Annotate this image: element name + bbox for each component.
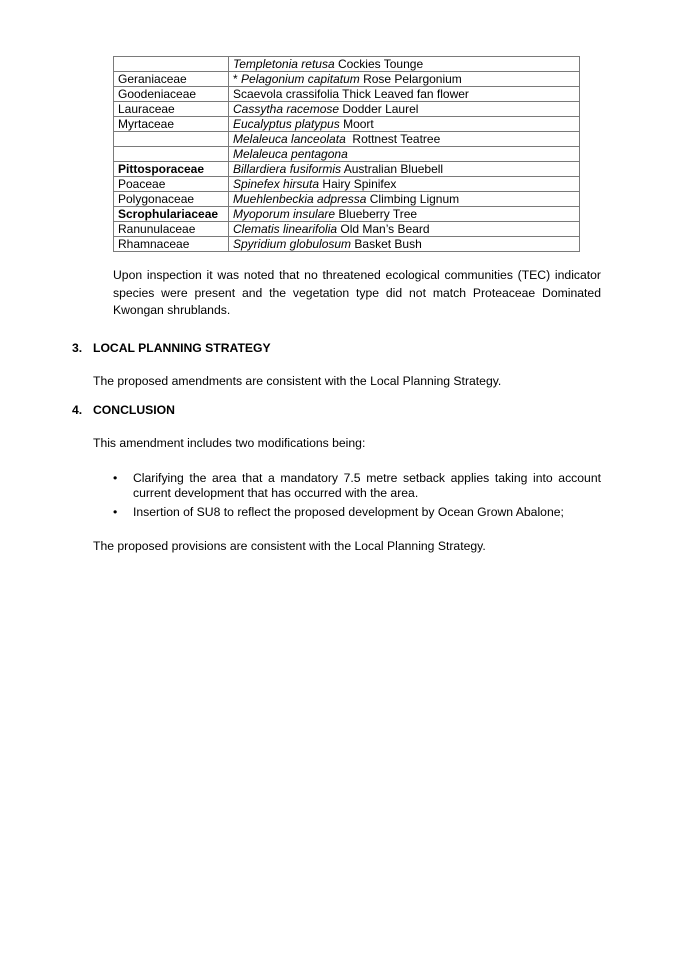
scientific-name: Melaleuca pentagona	[233, 147, 348, 161]
species-cell	[229, 237, 580, 252]
species-cell	[229, 192, 580, 207]
inspection-paragraph: Upon inspection it was noted that no threatened ecological communities (TEC) indicator species were present and the vegetation type did not match Proteaceae Dominated Kwongan shrublands.	[113, 268, 601, 317]
common-name: Blueberry Tree	[335, 207, 418, 221]
bullet-icon: •	[113, 505, 118, 519]
scientific-name: Clematis linearifolia	[233, 222, 338, 236]
common-name: Basket Bush	[351, 237, 422, 251]
list-item	[113, 505, 601, 520]
family-cell: Ranunulaceae	[114, 222, 229, 237]
scientific-name: Muehlenbeckia adpressa	[233, 192, 367, 206]
scientific-name: Spinefex hirsuta	[233, 177, 320, 191]
species-cell	[229, 207, 580, 222]
species-cell	[229, 57, 580, 72]
common-name: Hairy Spinifex	[319, 177, 397, 191]
table-row	[114, 102, 580, 117]
section-4-title: CONCLUSION	[93, 403, 175, 417]
species-cell	[229, 222, 580, 237]
section-3-body: The proposed amendments are consistent with the Local Planning Strategy.	[93, 374, 502, 388]
species-cell	[229, 147, 580, 162]
family-cell: Myrtaceae	[114, 117, 229, 132]
scientific-name: Melaleuca lanceolata	[233, 132, 346, 146]
species-cell	[229, 177, 580, 192]
table-row	[114, 207, 580, 222]
species-cell	[229, 162, 580, 177]
table-row	[114, 132, 580, 147]
section-3-title: LOCAL PLANNING STRATEGY	[93, 341, 271, 355]
section-4-closing: The proposed provisions are consistent with the Local Planning Strategy.	[93, 539, 486, 553]
scientific-name: Myoporum insulare	[233, 207, 336, 221]
scientific-name: Templetonia retusa	[233, 57, 335, 71]
species-cell	[229, 117, 580, 132]
common-name: Rose Pelargonium	[359, 72, 462, 86]
table-row	[114, 147, 580, 162]
species-prefix: *	[233, 72, 242, 86]
section-3-number: 3.	[72, 341, 83, 355]
section-4-intro: This amendment includes two modifications being:	[93, 436, 366, 450]
section-3-heading	[72, 341, 271, 355]
table-row	[114, 117, 580, 132]
bullet-icon: •	[113, 471, 118, 485]
species-cell	[229, 132, 580, 147]
table-row	[114, 222, 580, 237]
bullet-text: Insertion of SU8 to reflect the proposed development by Ocean Grown Abalone;	[133, 505, 564, 519]
section-4-heading	[72, 403, 175, 417]
family-cell	[114, 57, 229, 72]
species-cell	[229, 87, 580, 102]
common-name: Australian Bluebell	[341, 162, 444, 176]
section-4-number: 4.	[72, 403, 83, 417]
modification-list	[113, 471, 601, 520]
common-name: Old Man’s Beard	[337, 222, 430, 236]
table-row	[114, 162, 580, 177]
family-cell: Lauraceae	[114, 102, 229, 117]
common-name: Cockies Tounge	[334, 57, 424, 71]
scientific-name: Spyridium globulosum	[233, 237, 352, 251]
common-name: Moort	[339, 117, 374, 131]
common-name: Rottnest Teatree	[345, 132, 441, 146]
list-item	[113, 471, 601, 501]
scientific-name: Billardiera fusiformis	[233, 162, 342, 176]
family-cell: Pittosporaceae	[114, 162, 229, 177]
family-cell	[114, 147, 229, 162]
table-row	[114, 87, 580, 102]
species-cell	[229, 102, 580, 117]
bullet-text: Clarifying the area that a mandatory 7.5 metre setback applies taking into account current development that has occurred with the area.	[133, 471, 601, 500]
scientific-name: Eucalyptus platypus	[233, 117, 340, 131]
common-name: Climbing Lignum	[366, 192, 460, 206]
family-cell: Geraniaceae	[114, 72, 229, 87]
scientific-name: Cassytha racemose	[233, 102, 340, 116]
table-row	[114, 237, 580, 252]
family-cell: Rhamnaceae	[114, 237, 229, 252]
family-cell	[114, 132, 229, 147]
table-row	[114, 192, 580, 207]
family-cell: Polygonaceae	[114, 192, 229, 207]
table-row	[114, 177, 580, 192]
table-row	[114, 72, 580, 87]
table-row	[114, 57, 580, 72]
scientific-name: Pelagonium capitatum	[241, 72, 360, 86]
common-name: Dodder Laurel	[339, 102, 419, 116]
species-table-body	[114, 57, 580, 252]
common-name: Scaevola crassifolia Thick Leaved fan flower	[233, 87, 469, 101]
family-cell: Poaceae	[114, 177, 229, 192]
family-cell: Scrophulariaceae	[114, 207, 229, 222]
species-cell	[229, 72, 580, 87]
family-cell: Goodeniaceae	[114, 87, 229, 102]
species-table	[113, 56, 580, 252]
